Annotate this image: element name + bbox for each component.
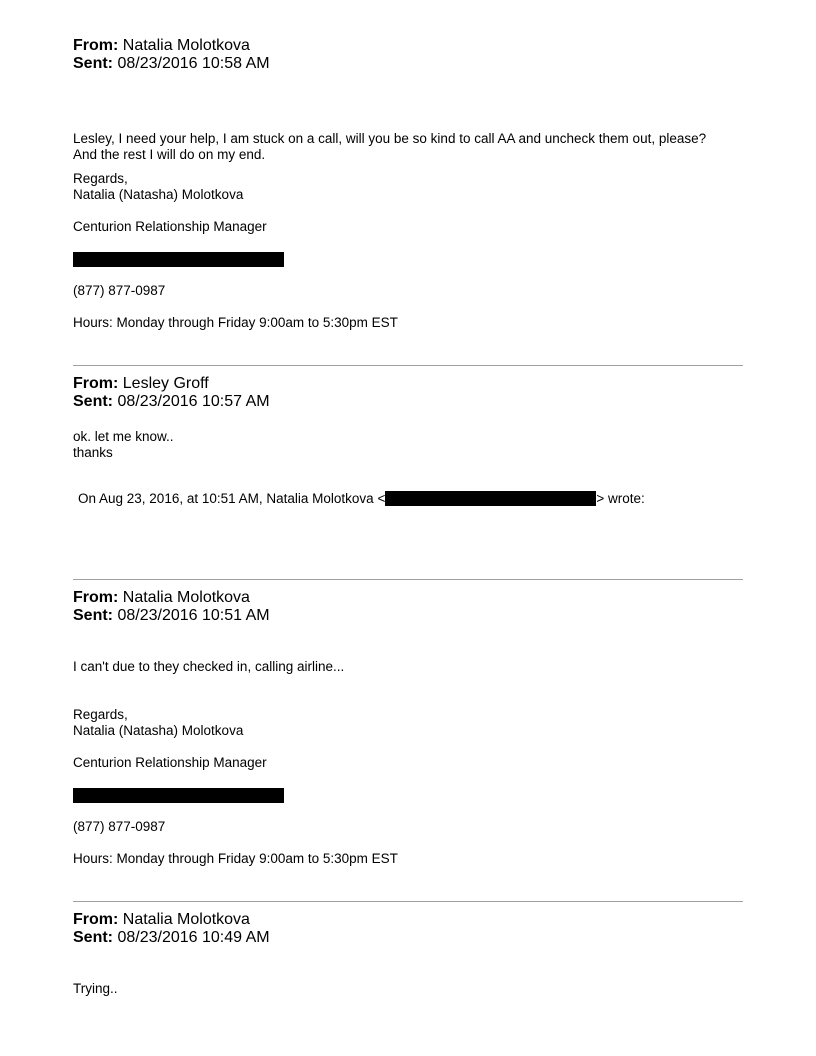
signature-name: Natalia (Natasha) Molotkova bbox=[73, 723, 244, 738]
redaction-bar bbox=[73, 788, 284, 803]
sent-value: 08/23/2016 10:58 AM bbox=[117, 55, 270, 72]
signature-block bbox=[73, 171, 243, 203]
signature-block bbox=[73, 707, 243, 739]
message-divider bbox=[73, 901, 743, 902]
sent-line bbox=[73, 393, 270, 411]
message-4-body: Trying.. bbox=[73, 981, 118, 996]
message-divider bbox=[73, 365, 743, 366]
body-line: Lesley, I need your help, I am stuck on a call, will you be so kind to call AA and uncheck them out, please? bbox=[73, 131, 707, 146]
sent-label: Sent: bbox=[73, 929, 113, 946]
from-line bbox=[73, 589, 270, 607]
sent-line bbox=[73, 929, 270, 947]
body-line: And the rest I will do on my end. bbox=[73, 147, 266, 162]
redaction-bar bbox=[385, 491, 596, 506]
signature-hours: Hours: Monday through Friday 9:00am to 5:30pm EST bbox=[73, 851, 398, 866]
from-label: From: bbox=[73, 911, 119, 928]
sent-label: Sent: bbox=[73, 607, 113, 624]
message-1-body bbox=[73, 131, 706, 163]
signature-title: Centurion Relationship Manager bbox=[73, 219, 267, 234]
message-4-header bbox=[73, 911, 270, 947]
signature-regards: Regards, bbox=[73, 707, 128, 722]
body-line: thanks bbox=[73, 445, 113, 460]
quote-prefix: On Aug 23, 2016, at 10:51 AM, Natalia Molotkova < bbox=[78, 491, 386, 506]
sent-line bbox=[73, 607, 270, 625]
signature-phone: (877) 877-0987 bbox=[73, 819, 166, 834]
message-divider bbox=[73, 579, 743, 580]
signature-name: Natalia (Natasha) Molotkova bbox=[73, 187, 244, 202]
message-3-header bbox=[73, 589, 270, 625]
quote-suffix: > wrote: bbox=[596, 491, 645, 506]
sent-line bbox=[73, 55, 270, 73]
from-value: Natalia Molotkova bbox=[122, 589, 250, 606]
from-value: Natalia Molotkova bbox=[122, 911, 250, 928]
from-value: Natalia Molotkova bbox=[122, 37, 250, 54]
sent-value: 08/23/2016 10:49 AM bbox=[117, 929, 270, 946]
quote-attribution bbox=[78, 491, 645, 507]
sent-label: Sent: bbox=[73, 393, 113, 410]
from-label: From: bbox=[73, 375, 119, 392]
signature-regards: Regards, bbox=[73, 171, 128, 186]
sent-value: 08/23/2016 10:57 AM bbox=[117, 393, 270, 410]
from-label: From: bbox=[73, 37, 119, 54]
redaction-bar bbox=[73, 252, 284, 267]
signature-phone: (877) 877-0987 bbox=[73, 283, 166, 298]
body-line: ok. let me know.. bbox=[73, 429, 174, 444]
from-line bbox=[73, 375, 270, 393]
sent-label: Sent: bbox=[73, 55, 113, 72]
from-label: From: bbox=[73, 589, 119, 606]
from-value: Lesley Groff bbox=[122, 375, 209, 392]
message-2-header bbox=[73, 375, 270, 411]
message-3-body: I can't due to they checked in, calling airline... bbox=[73, 659, 345, 674]
from-line bbox=[73, 911, 270, 929]
from-line bbox=[73, 37, 270, 55]
message-2-body bbox=[73, 429, 174, 461]
message-1-header bbox=[73, 37, 270, 73]
signature-hours: Hours: Monday through Friday 9:00am to 5:30pm EST bbox=[73, 315, 398, 330]
sent-value: 08/23/2016 10:51 AM bbox=[117, 607, 270, 624]
signature-title: Centurion Relationship Manager bbox=[73, 755, 267, 770]
